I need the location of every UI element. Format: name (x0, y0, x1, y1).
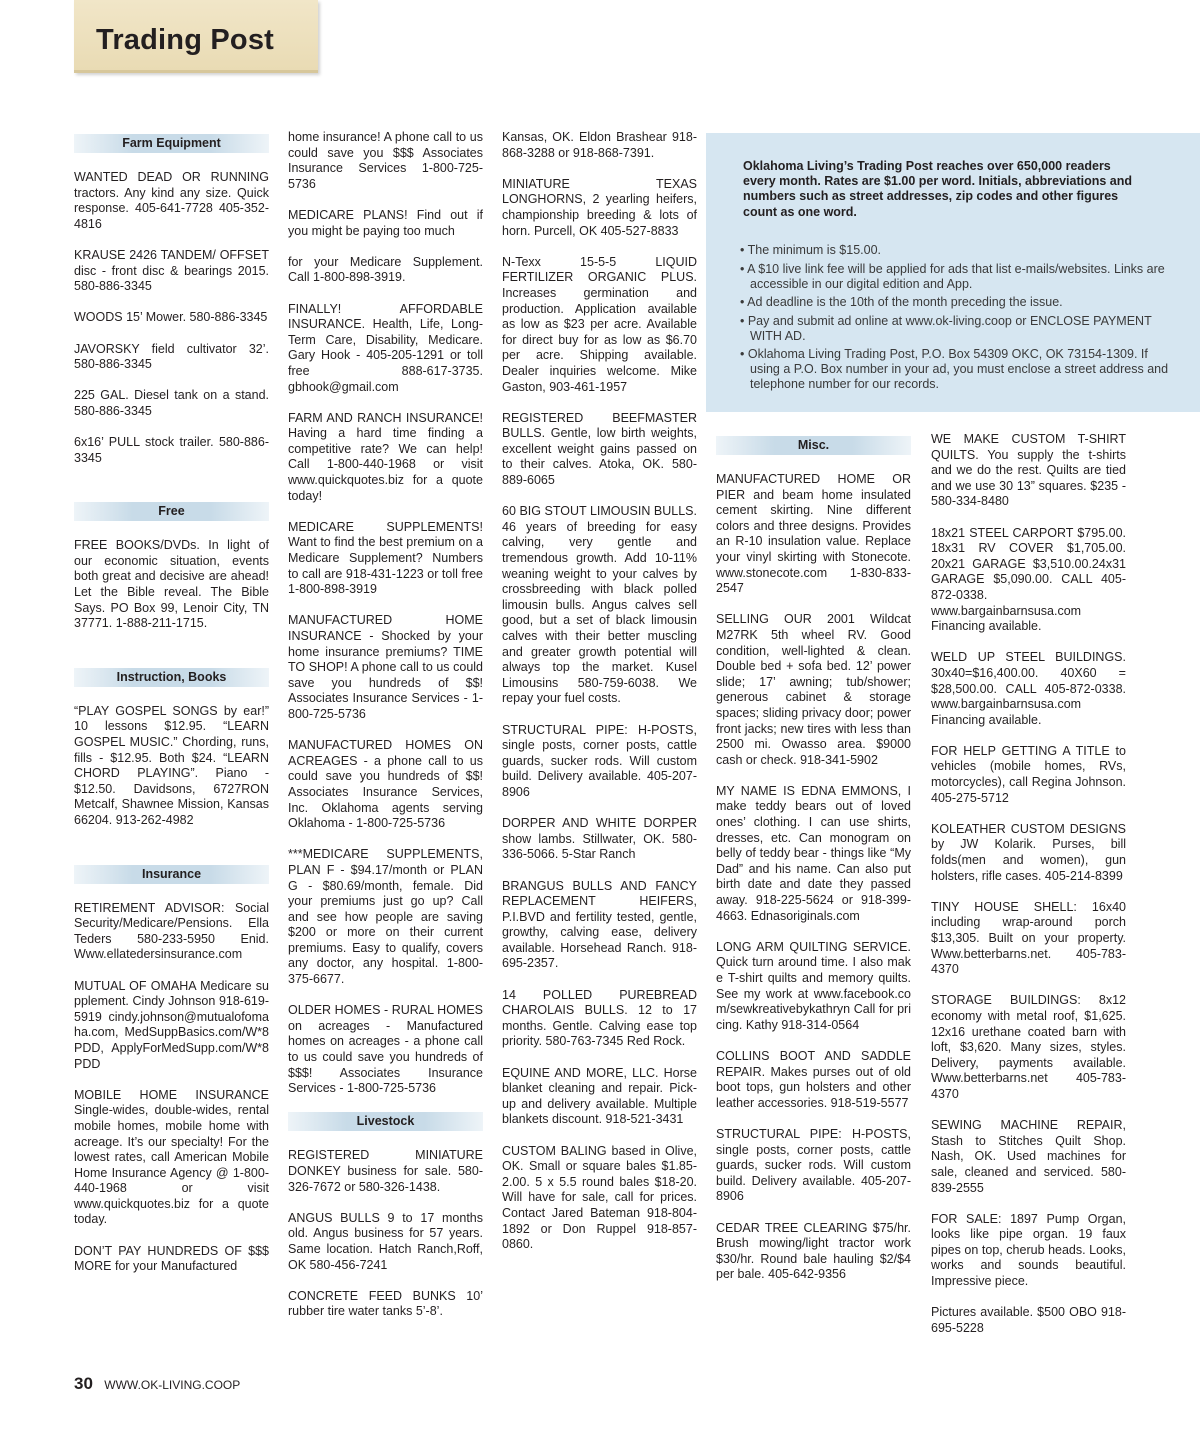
section-header-farm-equipment: Farm Equipment (74, 134, 269, 153)
classified-ad: REGISTERED BEEFMASTER BULLS. Gentle, low birth weights, excellent weight gains passed on to their calves. Atoka, OK. 580-889-6065 (502, 410, 697, 488)
classified-ad: FREE BOOKS/DVDs. In light of our economic situation, events both great and decisive are ahead! Let the Bible reveal. The Bible Says. PO Box 99, Lenoir City, TN 37771. 1-888-211-1715. (74, 538, 269, 631)
classified-ad: MUTUAL OF OMAHA Medicare supplement. Cindy Johnson 918-619-5919 cindy.johnson@mutualofomaha.com, MedSuppBasics.com/W*8PDD, ApplyForMedSupp.com/W*8PDD (74, 978, 269, 1071)
section-header-insurance: Insurance (74, 865, 269, 884)
classified-ad: MINIATURE TEXAS LONGHORNS, 2 yearling heifers, championship breeding & lots of horn. Purcell, OK 405-527-8833 (502, 176, 697, 238)
classified-ad: DORPER AND WHITE DORPER show lambs. Stillwater, OK. 580-336-5066. 5-Star Ranch (502, 816, 697, 862)
classified-ad: CONCRETE FEED BUNKS 10’ rubber tire water tanks 5’-8’. (288, 1288, 483, 1319)
classified-ad: MOBILE HOME INSURANCE Single-wides, double-wides, rental mobile homes, mobile home with acreage. It’s our specialty! For the lowest rates, call American Mobile Home Insurance Agency @ 1-800-440-1968 or visit www.quickquotes.biz for a quote today. (74, 1087, 269, 1227)
classified-ad: REGISTERED MINIATURE DONKEY business for sale. 580-326-7672 or 580-326-1438. (288, 1148, 483, 1194)
classified-ad: Pictures available. $500 OBO 918-695-5228 (931, 1305, 1126, 1335)
classified-ad: MY NAME IS EDNA EMMONS, I make teddy bears out of loved ones’ clothing. I can use shirts, dresses, etc. Can monogram on belly of teddy bear - things like “My Dad” and his name. Can also put birth date and date they passed away. 918-225-5624 or 918-399-4663. Ednasoriginals.com (716, 783, 911, 923)
classified-ad: SEWING MACHINE REPAIR, Stash to Stitches Quilt Shop. Nash, OK. Used machines for sale, cleaned and serviced. 580-839-2555 (931, 1118, 1126, 1195)
classified-ad: SELLING OUR 2001 Wildcat M27RK 5th wheel RV. Good condition, well-lighted & clean. Double bed + sofa bed. 12’ power slide; 17’ awning; tub/shower; generous cabinet & storage spaces; sliding privacy door; power front jacks; new tires with less than 2500 mi. Owasso area. $9000 cash or check. 918-341-5902 (716, 612, 911, 767)
classified-ad: 14 POLLED PUREBREAD CHAROLAIS BULLS. 12 to 17 months. Gentle. Calving ease top priority. 580-763-7345 Red Rock. (502, 987, 697, 1049)
classified-ad: TINY HOUSE SHELL: 16x40 including wrap-around porch $13,305. Built on your property. Www.betterbarns.net. 405-783-4370 (931, 899, 1126, 977)
rates-lead-text: Oklahoma Living’s Trading Post reaches over 650,000 readers every month. Rates are $1.00 per word. Initials, abbreviations and numbers such as street addresses, zip codes and other figures count as one word. (743, 159, 1133, 219)
rule-item: • The minimum is $15.00. (740, 243, 882, 257)
classified-ad: MEDICARE SUPPLEMENTS! Want to find the best premium on a Medicare Supplement? Numbers to call are 918-431-1223 or toll free 1-800-898-3919 (288, 519, 483, 597)
classified-ad: COLLINS BOOT AND SADDLE REPAIR. Makes purses out of old boot tops, gun holsters and other leather accessories. 918-519-5577 (716, 1048, 911, 1110)
section-header-misc: Misc. (716, 436, 911, 455)
classified-ad: FINALLY! AFFORDABLE INSURANCE. Health, Life, Long-Term Care, Disability, Medicare. Gary Hook - 405-205-1291 or toll free 888-617-3735. gbhook@gmail.com (288, 301, 483, 394)
classified-ad: STRUCTURAL PIPE: H-POSTS, single posts, corner posts, cattle guards, sucker rods. Will custom build. Delivery available. 405-207-8906 (716, 1126, 911, 1204)
rule-item: • Oklahoma Living Trading Post, P.O. Box 54309 OKC, OK 73154-1309. If using a P.O. Box number in your ad, you must enclose a street address and telephone number for our records. (740, 347, 1169, 391)
rates-info-box (706, 133, 1200, 412)
page-title: Trading Post (96, 24, 275, 56)
classified-ad: WELD UP STEEL BUILDINGS. 30x40=$16,400.00. 40X60 = $28,500.00. CALL 405-872-0338. www.bargainbarnsusa.com Financing available. (931, 650, 1126, 727)
classified-ad: KOLEATHER CUSTOM DESIGNS by JW Kolarik. Purses, bill folds(men and women), gun holsters, rifle cases. 405-214-8399 (931, 821, 1126, 883)
title-tab (74, 0, 318, 73)
classified-ad: DON’T PAY HUNDREDS OF $$$ MORE for your Manufactured (74, 1243, 269, 1274)
classified-ad: WANTED DEAD OR RUNNING tractors. Any kind any size. Quick response. 405-641-7728 405-352-4816 (74, 170, 269, 231)
footer-website-link[interactable]: WWW.OK-LIVING.COOP (104, 1378, 241, 1392)
classified-ad: Kansas, OK. Eldon Brashear 918- 868-3288 or 918-868-7391. (502, 130, 697, 160)
classified-ad: MEDICARE PLANS! Find out if you might be paying too much (288, 207, 483, 238)
page-footer (74, 1374, 240, 1394)
classified-ad: EQUINE AND MORE, LLC. Horse blanket cleaning and repair. Pick-up and delivery available. Multiple blankets discount. 918-521-3431 (502, 1065, 697, 1127)
classified-ad: “PLAY GOSPEL SONGS by ear!” 10 lessons $12.95. “LEARN GOSPEL MUSIC.” Chording, runs, fills - $12.95. Both $24. “LEARN CHORD PLAYING”. Piano - $12.50. Davidsons, 6727RON Metcalf, Shawnee Mission, Kansas 66204. 913-262-4982 (74, 703, 269, 827)
classified-ad: home insurance! A phone call to us could save you $$$ Associates Insurance Services 1-800-725-5736 (288, 130, 483, 191)
column-5 (931, 432, 1126, 1352)
classified-ad: LONG ARM QUILTING SERVICE. Quick turn around time. I also make T-shirt quilts and memory quilts. See my work at www.facebook.com/sewkreativebykathryn Call for pricing. Kathy 918-314-0564 (716, 939, 911, 1032)
classified-ad: 6x16’ PULL stock trailer. 580-886-3345 (74, 435, 269, 465)
classified-ad: JAVORSKY field cultivator 32’. 580-886-3345 (74, 341, 269, 372)
classified-ad: FOR SALE: 1897 Pump Organ, looks like pipe organ. 19 faux pipes on top, cherub heads. Looks, works and sounds beautiful. Impressive piece. (931, 1211, 1126, 1289)
classified-ad: BRANGUS BULLS AND FANCY REPLACEMENT HEIFERS, P.I.BVD and fertility tested, gentle, growthy, calving ease, delivery available. Horsehead Ranch. 918-695-2357. (502, 878, 697, 971)
classified-ad: STORAGE BUILDINGS: 8x12 economy with metal roof, $1,625. 12x16 urethane coated barn with loft, $3,620. Many sizes, styles. Delivery, payments available. Www.betterbarns.net 405-783-4370 (931, 993, 1126, 1101)
page-number: 30 (74, 1374, 93, 1393)
classified-ad: FARM AND RANCH INSURANCE! Having a hard time finding a competitive rate? We can help! Call 1-800-440-1968 or visit www.quickquotes.biz for a quote today! (288, 410, 483, 503)
classified-ad: MANUFACTURED HOMES ON ACREAGES - a phone call to us could save you hundreds of $$! Associates Insurance Services, Inc. Oklahoma agents serving Oklahoma - 1-800-725-5736 (288, 738, 483, 831)
classified-ad: OLDER HOMES - RURAL HOMES on acreages - Manufactured homes on acreages - a phone call to us could save you hundreds of $$$! Associates Insurance Services - 1-800-725-5736 (288, 1003, 483, 1096)
column-4 (716, 432, 911, 1298)
column-3 (502, 130, 697, 1268)
column-1 (74, 130, 269, 1290)
classified-ad: ANGUS BULLS 9 to 17 months old. Angus business for 57 years. Same location. Hatch Ranch,Roff, OK 580-456-7241 (288, 1210, 483, 1272)
rule-item: • Ad deadline is the 10th of the month preceding the issue. (740, 295, 1063, 309)
classified-ad: FOR HELP GETTING A TITLE to vehicles (mobile homes, RVs, motorcycles), call Regina Johnson. 405-275-5712 (931, 743, 1126, 805)
classified-ad: 18x21 STEEL CARPORT $795.00. 18x31 RV COVER $1,705.00. 20x21 GARAGE $3,510.00.24x31 GARAGE $5,090.00. CALL 405-872-0338. www.bargainbarnsusa.com Financing available. (931, 525, 1126, 634)
rule-item: • A $10 live link fee will be applied for ads that list e-mails/websites. Links are accessible in our digital edition and App. (740, 261, 1165, 291)
rule-item: • Pay and submit ad online at www.ok-living.coop or ENCLOSE PAYMENT WITH AD. (740, 313, 1152, 343)
column-2 (288, 130, 483, 1336)
classified-ad: 225 GAL. Diesel tank on a stand. 580-886-3345 (74, 388, 269, 418)
section-header-instruction-books: Instruction, Books (74, 668, 269, 687)
classified-ad: KRAUSE 2426 TANDEM/ OFFSET disc - front disc & bearings 2015. 580-886-3345 (74, 247, 269, 294)
classified-ad: STRUCTURAL PIPE: H-POSTS, single posts, corner posts, cattle guards, sucker rods. Will custom build. Delivery available. 405-207-8906 (502, 722, 697, 799)
classified-ad: CEDAR TREE CLEARING $75/hr. Brush mowing/light tractor work $30/hr. Round bale hauling $2/$4 per bale. 405-642-9356 (716, 1220, 911, 1282)
classified-ad: ***MEDICARE SUPPLEMENTS, PLAN F - $94.17/month or PLAN G - $80.69/month, female. Did your premiums just go up? Call and see how people are saving $200 or more on their current premiums. Easy to qualify, covers any doctor, any hospital. 1-800-375-6677. (288, 847, 483, 987)
classified-ad: N-Texx 15-5-5 LIQUID FERTILIZER ORGANIC PLUS. Increases germination and production. Application available as low as $23 per acre. Available for direct buy for as low as $6.70 per acre. Shipping available. Dealer inquiries welcome. Mike Gaston, 903-461-1957 (502, 254, 697, 394)
classified-ad: MANUFACTURED HOME INSURANCE - Shocked by your home insurance premiums? TIME TO SHOP! A phone call to us could save you hundreds of $$! Associates Insurance Services - 1-800-725-5736 (288, 613, 483, 721)
classified-ad: MANUFACTURED HOME OR PIER and beam home insulated cement skirting. Nine different colors and three designs. Provides an R-10 insulation value. Replace your vinyl skirting with Stonecote. www.stonecote.com 1-830-833-2547 (716, 472, 911, 596)
classified-ad: CUSTOM BALING based in Olive, OK. Small or square bales $1.85-2.00. 5 x 5.5 round bales $18-20. Will have for sale, call for prices. Contact Jared Bateman 918-804-1892 or Don Ruppel 918-857-0860. (502, 1143, 697, 1252)
section-header-livestock: Livestock (288, 1112, 483, 1131)
section-header-free: Free (74, 502, 269, 521)
classified-ad: WOODS 15’ Mower. 580-886-3345 (74, 310, 268, 325)
rates-rules-list (740, 243, 1170, 396)
classified-ad: for your Medicare Supplement. Call 1-800-898-3919. (288, 254, 483, 285)
classified-ad: WE MAKE CUSTOM T-SHIRT QUILTS. You supply the t-shirts and we do the rest. Quilts are tied and we use 30 13” squares. $235 - 580-334-8480 (931, 432, 1126, 509)
classified-ad: RETIREMENT ADVISOR: Social Security/Medicare/Pensions. Ella Teders 580-233-5950 Enid. Www.ellatedersinsurance.com (74, 900, 269, 962)
classified-ad: 60 BIG STOUT LIMOUSIN BULLS. 46 years of breeding for easy calving, very gentle and tremendous growth. Add 10-11% weaning weight to your calves by crossbreeding with black polled limousin bulls. Angus calves sell good, but a set of black limousin calves with their better muscling and greater growth potential will always top the market. Kusel Limousins 580-759-6038. We repay your fuel costs. (502, 504, 697, 706)
